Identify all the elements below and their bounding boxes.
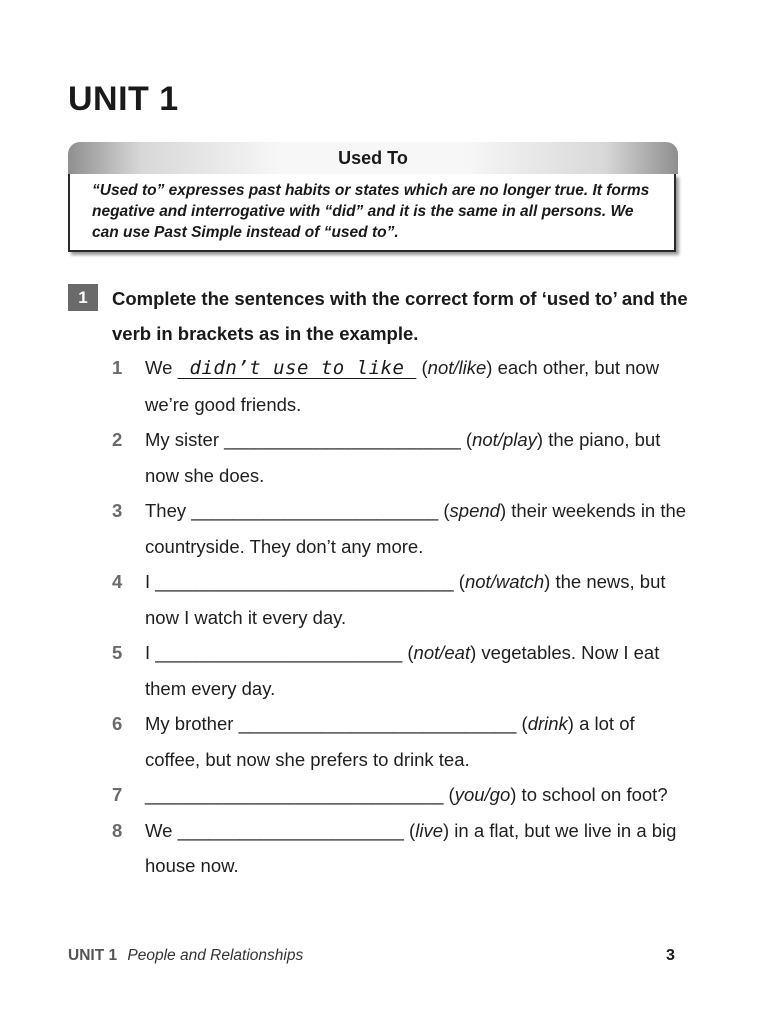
grammar-box-body	[68, 174, 676, 252]
item-tail: a lot of coffee, but now she prefers to drink tea.	[145, 713, 635, 770]
answer-blank[interactable]: _____________________________	[145, 784, 444, 805]
item-text: My sister _______________________ (not/play) the piano, but now she does.	[145, 429, 661, 486]
exercise-instruction: Complete the sentences with the correct form of ‘used to’ and the verb in brackets as in the example.	[112, 288, 688, 344]
answer-blank[interactable]: _____________________________	[155, 571, 454, 592]
footer-unit-subtitle: People and Relationships	[127, 947, 304, 964]
item-text: We ______________________ (live) in a flat, but we live in a big house now.	[145, 819, 677, 876]
page-number: 3	[666, 947, 675, 964]
verb-hint: spend	[449, 500, 500, 521]
item-lead: We	[145, 357, 178, 378]
verb-hint: you/go	[454, 784, 511, 805]
exercise-item	[112, 564, 692, 635]
example-answer: didn’t use to like	[177, 357, 417, 379]
item-lead: I	[145, 642, 156, 663]
verb-hint: live	[415, 819, 443, 841]
item-tail: to school on foot?	[516, 784, 668, 805]
grammar-box-title: Used To	[68, 142, 678, 174]
item-lead: We	[145, 819, 178, 841]
exercise-item	[112, 706, 692, 777]
item-text: I ________________________ (not/eat) vegetables. Now I eat them every day.	[145, 642, 660, 699]
item-tail: the news, but now I watch it every day.	[145, 571, 666, 628]
grammar-explanation: “Used to” expresses past habits or states which are no longer true. It forms negative and interrogative with “did” and it is the same in all persons. We can use Past Simple instead of “used to”.	[92, 182, 650, 241]
exercise-item	[112, 493, 692, 564]
exercise-item	[112, 350, 692, 422]
footer-unit-label: UNIT 1	[68, 947, 118, 964]
verb-hint: not/watch	[464, 571, 545, 592]
item-text: _____________________________ (you/go) to school on foot?	[145, 784, 668, 805]
item-number: 3	[112, 500, 123, 521]
exercise-item	[112, 635, 692, 706]
exercise-number-badge: 1	[68, 284, 98, 311]
item-tail: the piano, but now she does.	[145, 429, 661, 486]
answer-blank[interactable]: ________________________	[155, 642, 403, 663]
answer-blank[interactable]: ______________________	[177, 819, 404, 841]
item-text: I _____________________________ (not/watch) the news, but now I watch it every day.	[145, 571, 666, 628]
item-lead: They	[145, 500, 192, 521]
answer-blank[interactable]: ________________________	[191, 500, 439, 521]
verb-hint: not/like	[427, 357, 487, 378]
verb-hint: drink	[527, 713, 568, 734]
item-number: 8	[112, 819, 123, 841]
item-text: They ________________________ (spend) their weekends in the countryside. They don’t any more.	[145, 500, 687, 557]
unit-title: UNIT 1	[68, 80, 179, 118]
item-tail: each other, but now we’re good friends.	[145, 357, 660, 415]
item-tail: in a flat, but we live in a big house now.	[145, 819, 677, 876]
answer-blank[interactable]: ___________________________	[238, 713, 517, 734]
item-number: 6	[112, 713, 123, 734]
verb-hint: not/eat	[413, 642, 471, 663]
item-text: We didn’t use to like (not/like) each other, but now we’re good friends.	[145, 357, 660, 415]
item-lead: My brother	[145, 713, 239, 734]
grammar-box	[68, 142, 678, 252]
exercise-item	[112, 422, 692, 493]
exercise-item	[112, 777, 692, 813]
item-text: My brother ___________________________ (drink) a lot of coffee, but now she prefers to drink tea.	[145, 713, 635, 770]
item-tail: vegetables. Now I eat them every day.	[145, 642, 660, 699]
verb-hint: not/play	[472, 429, 537, 450]
answer-blank[interactable]: _______________________	[224, 429, 461, 450]
item-lead: My sister	[145, 429, 225, 450]
exercise-item	[112, 813, 692, 884]
exercise-items	[112, 350, 692, 884]
page-footer	[68, 947, 303, 965]
item-number: 5	[112, 642, 123, 663]
item-number: 1	[112, 357, 123, 378]
item-tail: their weekends in the countryside. They don’t any more.	[145, 500, 687, 557]
item-number: 2	[112, 429, 123, 450]
item-number: 4	[112, 571, 123, 592]
item-number: 7	[112, 784, 123, 805]
item-lead: I	[145, 571, 156, 592]
